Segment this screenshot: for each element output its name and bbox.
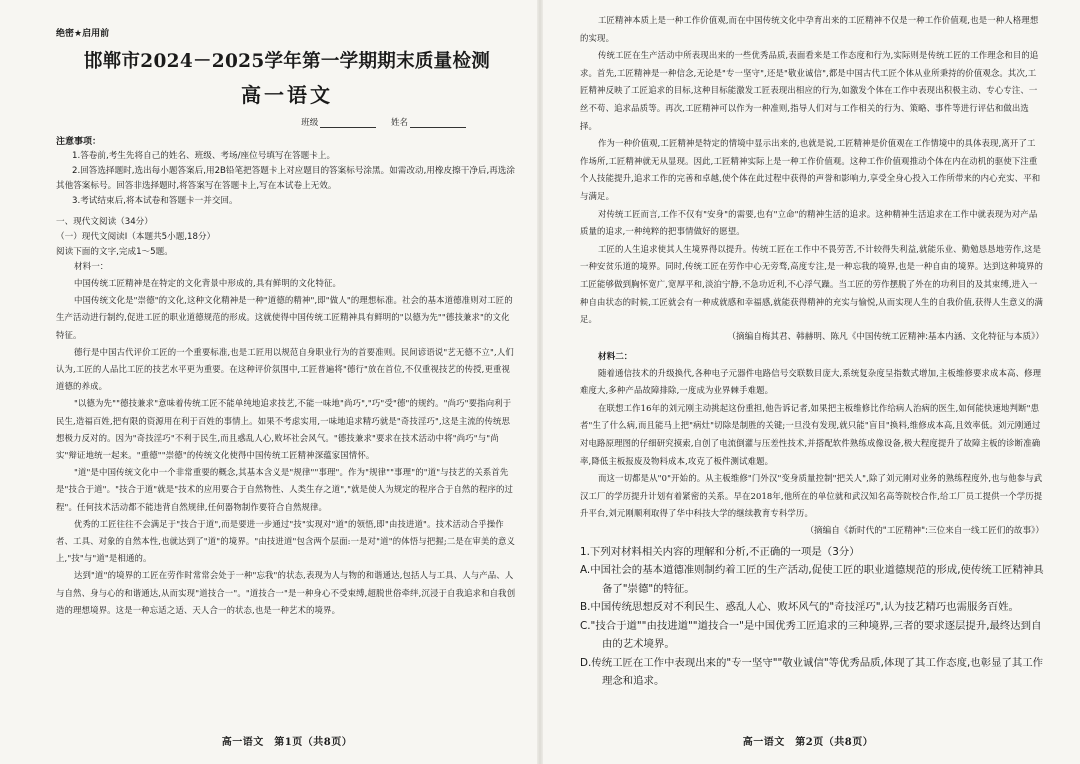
option-b: B.中国传统思想反对不利民生、惑乱人心、败坏风气的"奇技淫巧",认为技艺精巧也需服务百姓。 [580, 601, 1019, 614]
material-2-text [580, 365, 1044, 523]
subject-title: 高一语文 [241, 83, 333, 107]
paragraph: 工匠的人生追求使其人生境界得以提升。传统工匠在工作中不畏劳苦,不计较得失利益,就能乐业、勤勉恳恳地劳作,这是一种安贫乐道的境界。同时,传统工匠在劳作中心无旁骛,高度专注,是一种忘我的境界,也是一种自由的境界。达到这种境界的工匠能够做到胸怀宽广,宽厚平和,淡泊宁静,不急功近利,不心浮气躁。当工匠的劳作摆脱了外在的功利目的及其束缚,进入一种自由状态的时候,工匠就会有一种成就感和幸福感,就能获得精神的充实与愉悦,从而实现人生的自我价值,获得人生意义的满足。 [580, 243, 1044, 325]
material-2-label: 材料二： [598, 351, 633, 362]
material-1-continued [580, 12, 1044, 329]
reading-instruction: 阅读下面的文字,完成1～5题。 [56, 247, 173, 257]
exam-title: 邯郸市2024－2025学年第一学期期末质量检测 [83, 51, 491, 72]
page-footer: 高一语文 第2页（共8页） [742, 737, 874, 748]
option-c: C."技合于道""由技进道""道技合一"是中国优秀工匠追求的三种境界,三者的要求逐层提升,最终达到自由的艺术境界。 [580, 619, 1042, 651]
secret-label: 绝密★启用前 [56, 29, 110, 39]
paragraph: 对传统工匠而言,工作不仅有"安身"的需要,也有"立命"的精神生活的追求。这种精神生活追求在工作中就表现为对产品质量的追求,一种纯粹的把事情做好的愿望。 [580, 208, 1038, 237]
student-info [56, 116, 518, 128]
question-1: 1.下列对材料相关内容的理解和分析,不正确的一项是（3分） [580, 546, 860, 559]
name-blank [410, 118, 466, 128]
paragraph: 随着通信技术的升级换代,各种电子元器件电路信号交联数目庞大,系统复杂度呈指数式增加,主板维修要求成本高、修理难度大,多种产品故障排除,一度成为业界棘手难题。 [580, 367, 1042, 396]
page-2 [540, 0, 1080, 764]
paragraph: 中国传统文化是"崇德"的文化,这种文化精神是一种"道德的精神",即"做人"的理想标准。社会的基本道德准则对工匠的生产活动进行制约,促进工匠的职业道德规范的形成。这就使得中国传统工匠精神具有鲜明的"以德为先""德技兼求"的文化特征。 [56, 295, 513, 340]
paragraph: "道"是中国传统文化中一个非常重要的概念,其基本含义是"规律""事理"。作为"规律""事理"的"道"与技艺的关系首先是"技合于道"。"技合于道"就是"技术的应用要合于自然物性、人类生存之道","就是使人为规定的程序合于自然的程序的过程"。任何技术活动都不能违背自然规律,任何器物制作要符合自然规律。 [56, 467, 514, 512]
paragraph: "以德为先""德技兼求"意味着传统工匠不能单纯地追求技艺,不能一味地"尚巧","巧"受"德"的规约。"尚巧"要指向利于民生,造福百姓,把有限的资源用在利于百姓的事情上。如果不考虑实用,一味地追求精巧就是"奇技淫巧",这是主流的传统思想极力反对的。因为"奇技淫巧"不利于民生,而且惑乱人心,败坏社会风气。"德技兼求"要求在技术活动中将"尚巧"与"尚实"辩证地统一起来。"重德""崇德"的传统文化使得中国传统工匠精神深蕴家国情怀。 [56, 398, 512, 461]
option-d: D.传统工匠在工作中表现出来的"专一坚守""敬业诚信"等优秀品质,体现了其工作态度,也彰显了其工作理念和追求。 [580, 656, 1044, 688]
paragraph: 中国传统工匠精神是在特定的文化背景中形成的,具有鲜明的文化特征。 [74, 278, 342, 288]
class-blank [320, 118, 376, 128]
page-footer: 高一语文 第1页（共8页） [221, 737, 353, 748]
paragraph: 德行是中国古代评价工匠的一个重要标准,也是工匠用以规范自身职业行为的首要准则。民间谚语说"艺无德不立",人们认为,工匠的人品比工匠的技艺水平更为重要。在这种评价氛围中,工匠普遍将"德行"放在首位,不仅重视技艺的传授,更重视道德的养成。 [56, 346, 514, 392]
section-heading: 一、现代文阅读（34分） [56, 217, 153, 227]
material-1-text [56, 275, 518, 619]
notice-list [56, 149, 518, 209]
paragraph: 达到"道"的境界的工匠在劳作时常常会处于一种"忘我"的状态,表现为人与物的和谐通达,包括人与工具、人与产品、人与自然、身与心的和谐通达,从而实现"道技合一"。"道技合一"是一种身心不受束缚,超脱世俗牵绊,沉浸于自我追求和自我创造的理想境界。这是一种忘适之适、天人合一的状态,也是一种艺术的境界。 [56, 570, 516, 615]
material-1-source: （摘编自梅其君、韩赫明、陈凡《中国传统工匠精神:基本内涵、文化特征与本质》） [727, 331, 1044, 342]
notice-item: 2.回答选择题时,选出每小题答案后,用2B铅笔把答题卡上对应题目的答案标号涂黑。如需改动,用橡皮擦干净后,再选涂其他答案标号。回答非选择题时,将答案写在答题卡上,写在本试卷上无效。 [56, 166, 515, 191]
paragraph: 工匠精神本质上是一种工作价值观,而在中国传统文化中孕育出来的工匠精神不仅是一种工作价值观,也是一种人格理想的实现。 [580, 15, 1039, 43]
material-2-source: （摘编自《新时代的"工匠精神":三位来自一线工匠们的故事》） [805, 526, 1044, 537]
material-1-label: 材料一： [74, 262, 109, 272]
paragraph: 作为一种价值观,工匠精神是特定的情境中显示出来的,也就是说,工匠精神是价值观在工作情境中的具体表现,离开了工作场所,工匠精神就无从显现。因此,工匠精神实际上是一种工作价值观。这种工作价值观推动个体在内在动机的驱使下注重个人技能提升,追求工作的完善和卓越,使个体在此过程中获得的声誉和影响力,享受全身心投入工作所带来的内心充实、平和与满足。 [580, 138, 1041, 201]
class-label: 班级 [301, 118, 319, 128]
subsection-heading: （一）现代文阅读Ⅰ（本题共5小题,18分） [56, 232, 216, 242]
option-a: A.中国社会的基本道德准则制约着工匠的生产活动,促使工匠的职业道德规范的形成,使传统工匠精神具备了"崇德"的特征。 [580, 564, 1044, 595]
notice-item: 1.答卷前,考生先将自己的姓名、班级、考场/座位号填写在答题卡上。 [72, 151, 336, 161]
notice-item: 3.考试结束后,将本试卷和答题卡一并交回。 [72, 196, 238, 206]
name-label: 姓名 [390, 118, 408, 128]
paragraph: 在联想工作16年的刘元刚主动挑起这份重担,他告诉记者,如果把主板维修比作给病人治病的医生,如何能快速地判断"患者"生了什么病,而且能马上把"病灶"切除是制胜的关键;一旦没有发现,就只能"盲目"换料,维修成本高,且效率低。刘元刚通过对电路原理图的仔细研究摸索,自创了电流倒灌与压差性技术,并搭配软件熟练成像设备,极大程度提升了故障主板的诊断准确率,降低主板报废及物料成本,攻克了板件测试难题。 [580, 402, 1041, 466]
notice-heading: 注意事项： [56, 137, 102, 147]
paragraph: 优秀的工匠往往不会满足于"技合于道",而是要进一步通过"技"实现对"道"的领悟,即"由技进道"。技术活动合乎操作者、工具、对象的自然本性,也就达到了"道"的境界。"由技进道"包含两个层面:一是对"道"的体悟与把握;二是在审美的意义上,"技"与"道"是相通的。 [56, 518, 516, 564]
paragraph: 而这一切都是从"0"开始的。从主板维修"门外汉"变身质量控制"把关人",除了刘元刚对业务的熟练程度外,也与他参与武汉工厂的学历提升计划有着紧密的关系。早在2018年,他所在的单位就和武汉知名高等院校合作,给工厂员工提供一个学历提升平台,刘元刚顺利取得了华中科技大学的继续教育专科学历。 [580, 473, 1043, 519]
paragraph: 传统工匠在生产活动中所表现出来的一些优秀品质,表面看来是工作态度和行为,实际则是传统工匠的工作理念和目的追求。首先,工匠精神是一种信念,无论是"专一坚守",还是"敬业诚信",都是中国古代工匠个体从业所秉持的价值观念。其次,工匠精神反映了工匠追求的目标,这种目标能激发工匠表现出相应的行为,如激发个体在工作中表现出积极主动、专心专注、一丝不苟、追求品质等。再次,工匠精神可以作为一种准则,指导人们对与工作相关的行为、策略、事件等进行评估和做出选择。 [580, 50, 1039, 131]
